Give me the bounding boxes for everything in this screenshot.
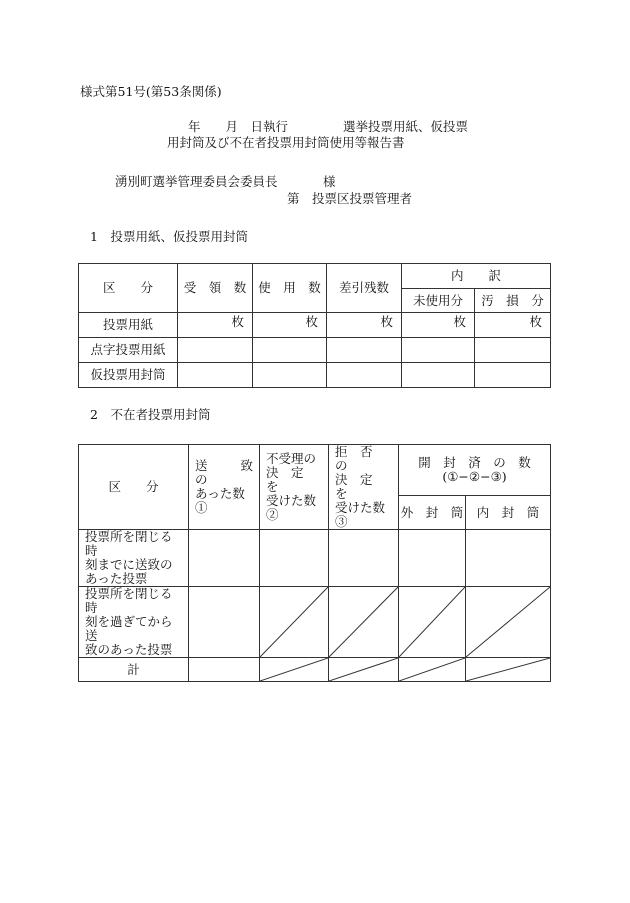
empty-cell [189,530,260,587]
table-row [79,363,551,388]
row1-line2: 刻までに送致の [85,557,173,572]
empty-cell [253,363,327,388]
empty-cell [327,338,402,363]
header-refused-line2: 決 定 を [335,472,386,501]
diagonal-strike [399,587,465,657]
reporter-title: 第 投票区投票管理者 [287,191,413,206]
header-received: 受 領 数 [178,264,253,313]
table-row [79,530,551,587]
struck-cell [466,658,551,682]
table-row [79,587,551,658]
struck-cell [260,587,329,658]
unit-label: 枚 [402,313,475,338]
struck-cell [399,587,466,658]
row-label-after-close [79,587,189,658]
empty-cell [475,363,551,388]
header-sent-line1: 送 致 の [195,458,266,487]
empty-cell [327,363,402,388]
header-damaged: 汚 損 分 [475,289,551,313]
header-outer-envelope: 外 封 筒 [399,496,466,530]
unit-label: 枚 [327,313,402,338]
diagonal-strike [260,658,328,681]
header-rejected-line2: 決 定 を [266,465,317,494]
unit-label: 枚 [178,313,253,338]
empty-cell [399,530,466,587]
header-inner-envelope: 内 封 筒 [466,496,551,530]
empty-cell [178,338,253,363]
header-rejected [260,445,329,530]
header-opened-line2: (①−②−③) [442,469,507,484]
row2-line1: 投票所を閉じる時 [85,586,173,615]
header-opened [399,445,551,496]
header-rejected-line3: 受けた数② [266,493,317,522]
ballot-paper-table [78,263,551,388]
empty-cell [402,338,475,363]
empty-cell [329,530,399,587]
row-label-provisional: 仮投票用封筒 [79,363,178,388]
header-refused [329,445,399,530]
header-breakdown: 内 訳 [402,264,551,289]
empty-cell [189,658,260,682]
row-label-total: 計 [79,658,189,682]
struck-cell [260,658,329,682]
header-opened-line1: 開 封 済 の 数 [418,455,531,470]
empty-cell [466,530,551,587]
row2-line3: 致のあった投票 [85,642,173,657]
row-label-braille: 点字投票用紙 [79,338,178,363]
table-row [79,658,551,682]
header-kubun: 区 分 [79,264,178,313]
header-remaining: 差引残数 [327,264,402,313]
empty-cell [260,530,329,587]
header-refused-line3: 受けた数③ [335,500,386,529]
section2-heading: 2 不在者投票用封筒 [90,407,211,422]
struck-cell [329,658,399,682]
struck-cell [399,658,466,682]
report-title-line1: 選挙投票用紙、仮投票 [343,119,469,134]
diagonal-strike [399,658,465,681]
table-row [79,313,551,338]
unit-label: 枚 [253,313,327,338]
report-title-line2: 用封筒及び不在者投票用封筒使用等報告書 [167,135,405,150]
header-refused-line1: 拒 否 の [335,444,386,473]
absentee-envelope-table [78,444,551,682]
table-row [79,338,551,363]
execution-date-line: 年 月 日執行 [188,119,289,134]
empty-cell [253,338,327,363]
diagonal-strike [329,587,398,657]
empty-cell [189,587,260,658]
header-kubun: 区 分 [79,445,189,530]
header-sent [189,445,266,530]
header-rejected-line1: 不受理の [266,451,317,466]
header-unused: 未使用分 [402,289,475,313]
struck-cell [466,587,551,658]
section1-heading: 1 投票用紙、仮投票用封筒 [90,229,248,244]
diagonal-strike [466,587,550,657]
addressee: 湧別町選挙管理委員会委員長 [115,174,278,189]
struck-cell [329,587,399,658]
empty-cell [475,338,551,363]
row1-line1: 投票所を閉じる時 [85,529,173,558]
empty-cell [402,363,475,388]
diagonal-strike [260,587,328,657]
row1-line3: あった投票 [85,571,148,586]
header-sent-line2: あった数① [195,486,245,515]
row-label-ballot: 投票用紙 [79,313,178,338]
header-used: 使 用 数 [253,264,327,313]
row-label-before-close [79,530,189,587]
unit-label: 枚 [475,313,551,338]
empty-cell [178,363,253,388]
form-number: 様式第51号(第53条関係) [80,84,222,99]
row2-line2: 刻を過ぎてから送 [85,614,173,643]
honorific: 様 [323,174,336,189]
diagonal-strike [329,658,398,681]
diagonal-strike [466,658,550,681]
